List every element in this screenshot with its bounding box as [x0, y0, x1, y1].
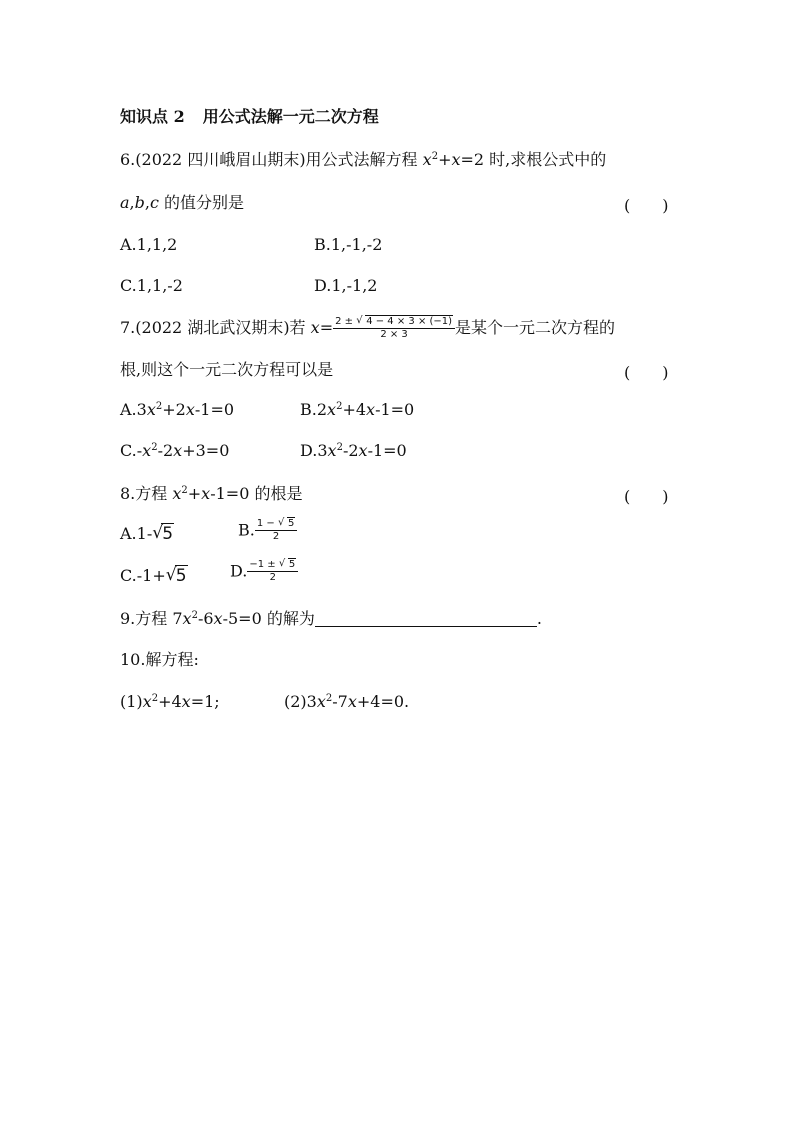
q7-option-d[interactable]: $D.3x^2-2x-1=0$ — [300, 441, 407, 460]
q8-answer-paren[interactable]: ( ) — [624, 487, 669, 506]
q7-line2: 根,则这个一元二次方程可以是 — [120, 360, 334, 379]
q10-part1: $(1)x^2+4x=1$; — [120, 692, 220, 711]
q10-part2: $(2)3x^2-7x+4=0$. — [284, 692, 410, 711]
q6-line2: a,b,c 的值分别是 — [120, 193, 245, 212]
section-heading — [120, 107, 379, 127]
section-title: 用公式法解一元二次方程 — [202, 107, 379, 126]
q6-option-a[interactable]: A.1,1,2 — [120, 235, 178, 254]
q7-formula-fraction: $\frac{2 \pm √ 4 - 4 \times 3 \times (-1)}{2 \times 3}$ — [333, 316, 455, 341]
section-label: 知识点 2 — [120, 107, 185, 126]
q9-line: 9.方程 $7x^2-6x-5=0$ 的解为 . — [120, 609, 542, 628]
q9-answer-blank[interactable] — [315, 610, 537, 627]
q7-option-a[interactable]: $A.3x^2+2x-1=0$ — [120, 400, 235, 419]
q6-answer-paren[interactable]: ( ) — [624, 196, 669, 215]
q8-line1: 8.方程 $x^2+x-1=0$ 的根是 — [120, 484, 303, 503]
q7-option-b[interactable]: $B.2x^2+4x-1=0$ — [300, 400, 415, 419]
q8-option-c[interactable]: C.-1+√ 5 — [120, 566, 188, 586]
q6-option-c[interactable]: C.1,1,-2 — [120, 276, 183, 295]
q10-title: 10.解方程: — [120, 650, 199, 669]
q8-option-d[interactable]: D. $\frac{-1 \pm √ 5}{2}$ — [230, 559, 298, 584]
q7-answer-paren[interactable]: ( ) — [624, 363, 669, 382]
q8-option-b[interactable]: B. $\frac{1 - √ 5}{2}$ — [238, 518, 297, 543]
q6-option-b[interactable]: B.1,-1,-2 — [314, 235, 383, 254]
q7-line1: 7.(2022 湖北武汉期末)若 x= $\frac{2 \pm √ 4 - 4 \times 3 \times (-1)}{2 \times 3}$ 是某个一元二次方程的 — [120, 316, 615, 341]
q7-option-c[interactable]: $C.-x^2-2x+3=0$ — [120, 441, 230, 460]
q6-line1: 6.(2022 四川峨眉山期末)用公式法解方程 $x^2+x=2$ 时,求根公式中的 — [120, 150, 607, 169]
q8-option-a[interactable]: A.1-√ 5 — [120, 524, 174, 544]
q6-option-d[interactable]: D.1,-1,2 — [314, 276, 378, 295]
